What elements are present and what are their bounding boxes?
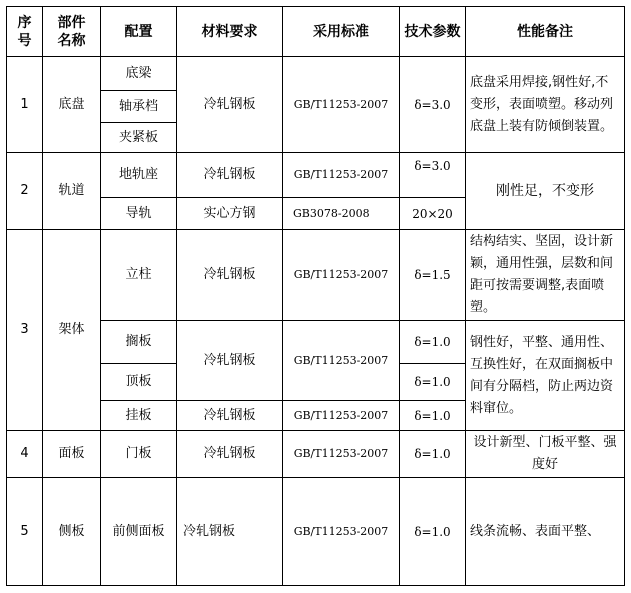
row5-param: δ=1.0 <box>399 477 466 586</box>
row4-material: 冷轧钢板 <box>176 430 283 478</box>
row2-remark: 刚性足，不变形 <box>465 152 625 230</box>
row4-remark: 设计新型、门板平整、强度好 <box>465 430 625 478</box>
row1-material: 冷轧钢板 <box>176 56 283 153</box>
row2-part: 轨道 <box>42 152 101 230</box>
row5-remark: 线条流畅、表面平整、 <box>465 477 625 586</box>
header-param: 技术参数 <box>399 6 466 57</box>
row4-standard: GB/T11253-2007 <box>282 430 400 478</box>
row3-no: 3 <box>6 229 43 431</box>
row3-material-2: 冷轧钢板 <box>176 320 283 401</box>
row2-param-1: δ=3.0 <box>399 152 466 198</box>
header-part: 部件名称 <box>42 6 101 57</box>
row3-standard-1: GB/T11253-2007 <box>282 229 400 321</box>
row1-remark: 底盘采用焊接,钢性好,不变形，表面喷塑。移动列底盘上装有防倾倒装置。 <box>465 56 625 153</box>
row3-part: 架体 <box>42 229 101 431</box>
row5-config: 前侧面板 <box>100 477 177 586</box>
row4-no: 4 <box>6 430 43 478</box>
row3-param-1: δ=1.5 <box>399 229 466 321</box>
row3-param-4: δ=1.0 <box>399 400 466 431</box>
row5-material: 冷轧钢板 <box>176 477 283 586</box>
row2-config-1: 地轨座 <box>100 152 177 198</box>
row2-standard-2: GB3078-2008 <box>282 197 400 230</box>
header-material: 材料要求 <box>176 6 283 57</box>
row5-no: 5 <box>6 477 43 586</box>
row3-remark-1: 结构结实、坚固，设计新颖，通用性强，层数和间距可按需要调整,表面喷塑。 <box>465 229 625 321</box>
row3-material-3: 冷轧钢板 <box>176 400 283 431</box>
header-config: 配置 <box>100 6 177 57</box>
row2-no: 2 <box>6 152 43 230</box>
row1-config-2: 轴承档 <box>100 90 177 123</box>
row3-param-3: δ=1.0 <box>399 363 466 401</box>
row3-config-4: 挂板 <box>100 400 177 431</box>
row2-material-2: 实心方钢 <box>176 197 283 230</box>
row3-config-1: 立柱 <box>100 229 177 321</box>
row2-config-2: 导轨 <box>100 197 177 230</box>
row5-part: 侧板 <box>42 477 101 586</box>
row4-part: 面板 <box>42 430 101 478</box>
row1-no: 1 <box>6 56 43 153</box>
row5-standard: GB/T11253-2007 <box>282 477 400 586</box>
row2-standard-1: GB/T11253-2007 <box>282 152 400 198</box>
row4-config: 门板 <box>100 430 177 478</box>
row2-material-1: 冷轧钢板 <box>176 152 283 198</box>
header-no: 序号 <box>6 6 43 57</box>
row3-material-1: 冷轧钢板 <box>176 229 283 321</box>
row2-param-2: 20×20 <box>399 197 466 230</box>
row3-config-3: 顶板 <box>100 363 177 401</box>
row3-standard-3: GB/T11253-2007 <box>282 400 400 431</box>
header-standard: 采用标准 <box>282 6 400 57</box>
row1-config-3: 夹紧板 <box>100 122 177 153</box>
row3-param-2: δ=1.0 <box>399 320 466 364</box>
row1-param: δ=3.0 <box>399 56 466 153</box>
row3-config-2: 搁板 <box>100 320 177 364</box>
row4-param: δ=1.0 <box>399 430 466 478</box>
row3-remark-2: 钢性好，平整、通用性、互换性好，在双面搁板中间有分隔档，防止两边资料窜位。 <box>465 320 625 431</box>
row3-standard-2: GB/T11253-2007 <box>282 320 400 401</box>
header-remark: 性能备注 <box>465 6 625 57</box>
row1-config-1: 底梁 <box>100 56 177 91</box>
row1-part: 底盘 <box>42 56 101 153</box>
row1-standard: GB/T11253-2007 <box>282 56 400 153</box>
